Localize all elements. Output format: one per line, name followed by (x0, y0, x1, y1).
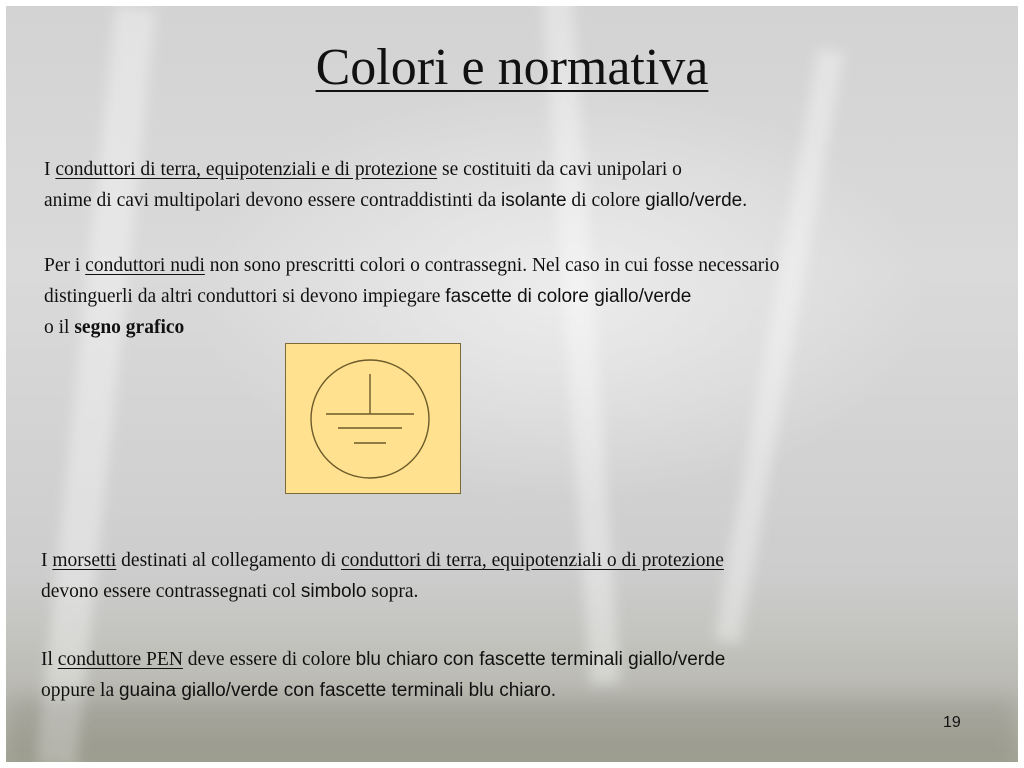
slide-title: Colori e normativa (315, 39, 709, 96)
paragraph-bare-conductors: Per i conduttori nudi non sono prescritti colori o contrassegni. Nel caso in cui fosse necessario distinguerli da altri conduttori si devono impiegare fascette di colore giallo/verde o il segno grafico (44, 255, 780, 338)
background-streak (714, 48, 844, 643)
paragraph-terra-conductors: I conduttori di terra, equipotenziali e di protezione se costituiti da cavi unipolari o anime di cavi multipolari devono essere contraddistinti da isolante di colore giallo/verde. (44, 159, 748, 211)
protective-earth-icon (286, 344, 462, 495)
slide (6, 6, 1018, 762)
page-number: 19 (943, 714, 961, 731)
paragraph-pen-conductor: Il conduttore PEN deve essere di colore blu chiaro con fascette terminali giallo/verde oppure la guaina giallo/verde con fascette terminali blu chiaro. (41, 649, 726, 701)
paragraph-terminals: I morsetti destinati al collegamento di conduttori di terra, equipotenziali o di protezione devono essere contrassegnati col simbolo sopra. (41, 550, 724, 602)
ground-symbol-box (285, 343, 461, 494)
